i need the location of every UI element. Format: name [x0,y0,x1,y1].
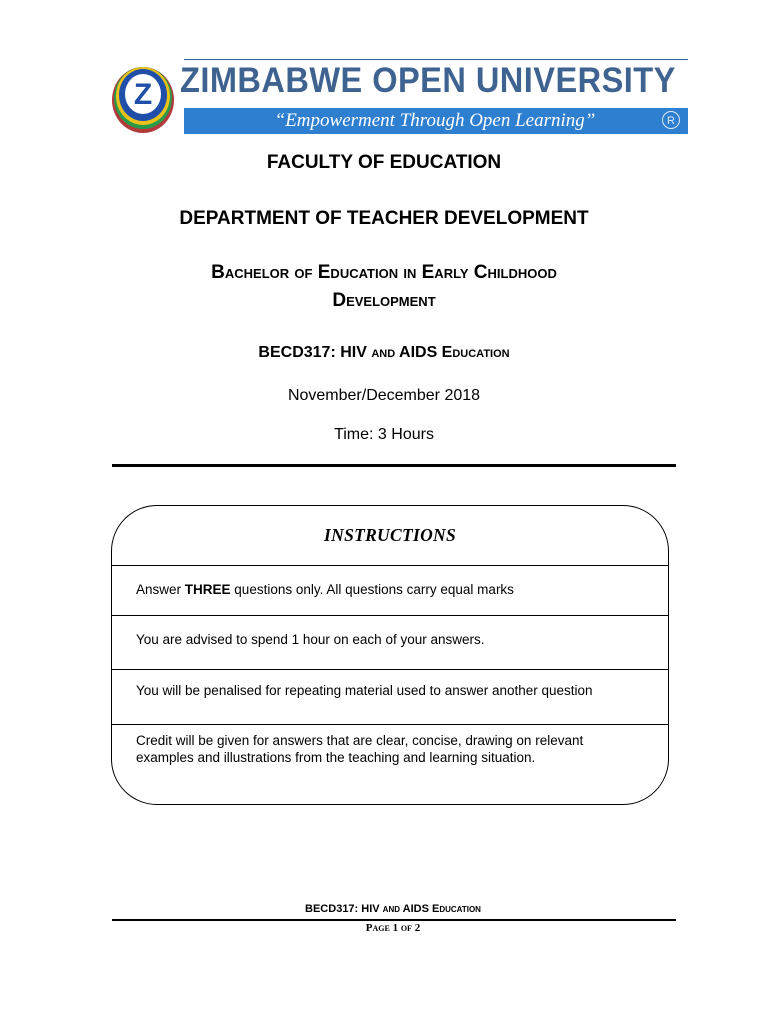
programme-title-line2: Development [332,290,436,311]
exam-session: November/December 2018 [287,387,481,404]
footer-course-title: BECD317: HIV and AIDS Education [305,903,481,915]
course-title: BECD317: HIV and AIDS Education [258,344,510,361]
instructions-divider [112,615,668,616]
instruction-item [136,582,636,599]
instructions-title: INSTRUCTIONS [324,525,456,545]
instruction-item: You are advised to spend 1 hour on each of your answers. [136,632,485,647]
faculty-title: FACULTY OF EDUCATION [266,152,502,173]
programme-title-line1: Bachelor of Education in Early Childhood [211,262,557,283]
university-logo-emblem-icon [110,60,176,136]
logo-letter: Z [133,78,153,111]
instructions-divider [112,565,668,566]
instructions-box [111,505,669,805]
footer-page-number: Page 1 of 2 [365,922,421,934]
instructions-divider [112,724,668,725]
instruction-text: questions only. All questions carry equal marks [230,582,514,597]
instruction-emphasis: THREE [184,582,231,597]
header-divider [112,464,676,467]
university-name: ZIMBABWE OPEN UNIVERSITY [180,61,676,100]
exam-duration: Time: 3 Hours [334,426,434,443]
instruction-text: Answer [136,582,185,597]
instruction-item: You will be penalised for repeating material used to answer another question [136,683,593,698]
university-slogan: “Empowerment Through Open Learning” [274,110,596,131]
registered-mark-icon: R [662,111,680,129]
department-title: DEPARTMENT OF TEACHER DEVELOPMENT [179,208,589,229]
instruction-item: Credit will be given for answers that are clear, concise, drawing on relevant examples and illustrations from the teaching and learning situation. [136,733,584,765]
instructions-divider [112,669,668,670]
footer-divider [112,919,676,921]
